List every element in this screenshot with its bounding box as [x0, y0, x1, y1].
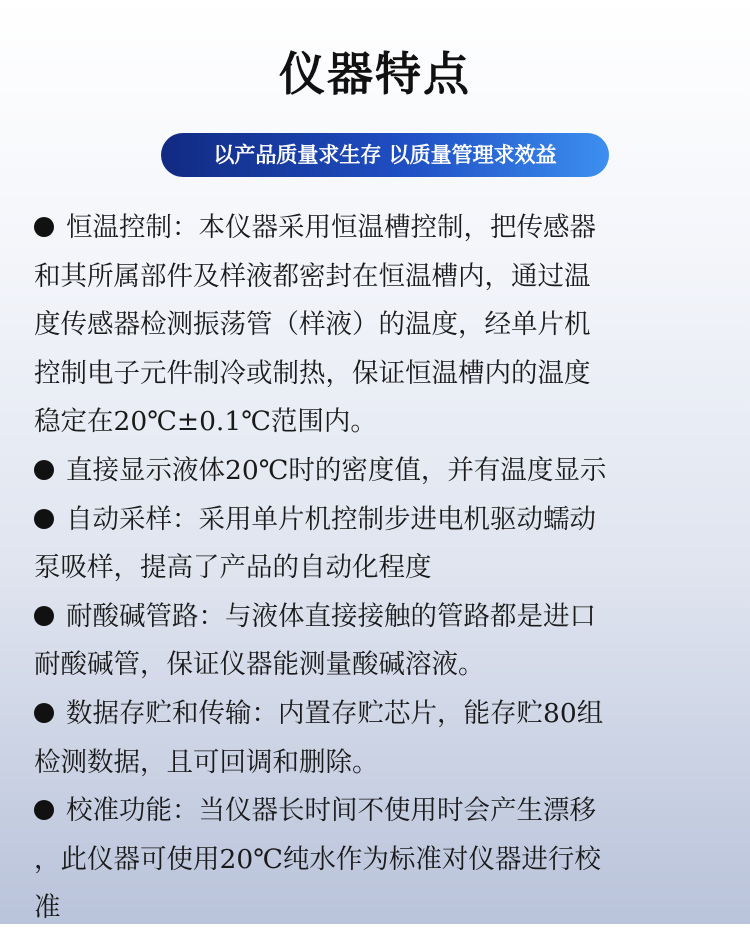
feature-item [34, 690, 718, 787]
feature-line: 控制电子元件制冷或制热，保证恒温槽内的温度 [34, 357, 591, 389]
bullet-icon [34, 606, 54, 626]
feature-line: 校准功能：当仪器长时间不使用时会产生漂移 [34, 787, 718, 836]
feature-list [34, 204, 718, 933]
feature-line: ，此仪器可使用20℃纯水作为标准对仪器进行校 [34, 843, 601, 875]
feature-item [34, 204, 718, 447]
feature-item [34, 447, 718, 496]
feature-line: 耐酸碱管，保证仪器能测量酸碱溶液。 [34, 649, 485, 681]
feature-line: 数据存贮和传输：内置存贮芯片，能存贮80组 [34, 690, 718, 739]
feature-line: 直接显示液体20℃时的密度值，并有温度显示 [34, 447, 718, 496]
feature-line: 稳定在20℃±0.1℃范围内。 [34, 406, 377, 438]
bullet-icon [34, 509, 54, 529]
feature-item [34, 496, 718, 593]
bullet-icon [34, 800, 54, 820]
feature-line: 恒温控制：本仪器采用恒温槽控制，把传感器 [34, 204, 718, 253]
feature-line: 泵吸样，提高了产品的自动化程度 [34, 552, 432, 584]
feature-line: 自动采样：采用单片机控制步进电机驱动蠕动 [34, 496, 718, 545]
bullet-icon [34, 703, 54, 723]
feature-line: 和其所属部件及样液都密封在恒温槽内，通过温 [34, 260, 591, 292]
bullet-icon [34, 217, 54, 237]
slogan-banner: 以产品质量求生存 以质量管理求效益 [161, 133, 609, 177]
page-title: 仪器特点 [279, 47, 471, 101]
feature-line: 耐酸碱管路：与液体直接接触的管路都是进口 [34, 593, 718, 642]
feature-line: 检测数据，且可回调和删除。 [34, 746, 379, 778]
feature-line: 度传感器检测振荡管（样液）的温度，经单片机 [34, 309, 591, 341]
feature-item [34, 593, 718, 690]
feature-item [34, 787, 718, 933]
feature-line: 准 [34, 892, 61, 924]
bullet-icon [34, 460, 54, 480]
